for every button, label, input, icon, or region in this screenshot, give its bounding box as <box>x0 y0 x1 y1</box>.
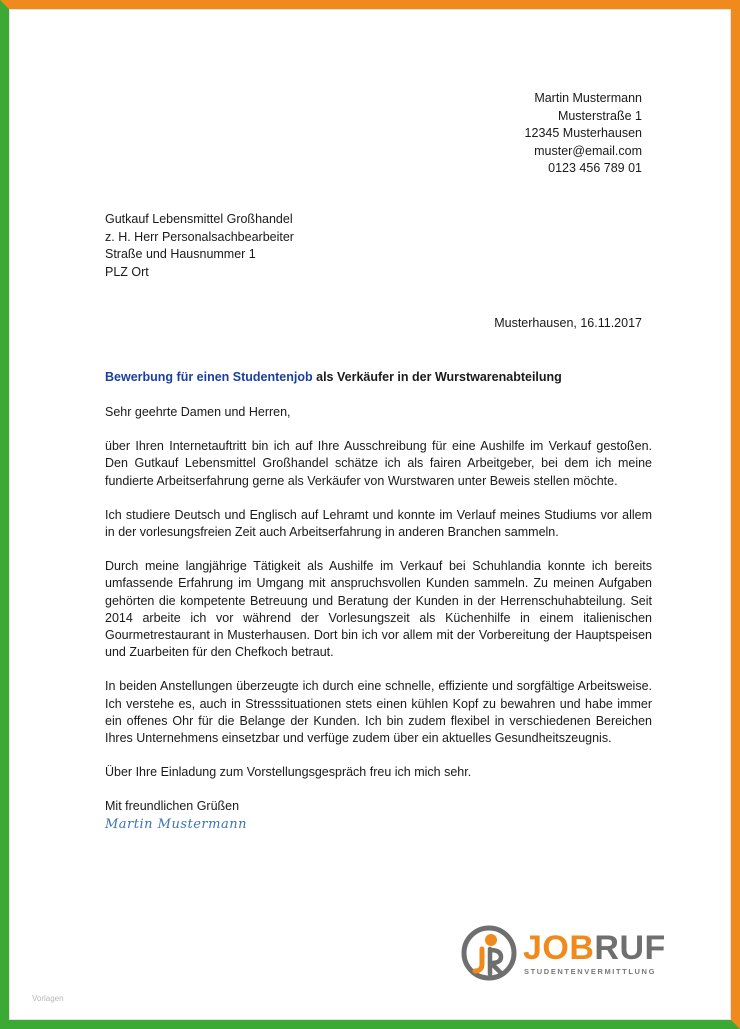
sender-email: muster@email.com <box>534 143 642 158</box>
sender-phone: 0123 456 789 01 <box>548 161 642 175</box>
sender-address <box>525 90 642 178</box>
sender-street: Musterstraße 1 <box>557 108 642 123</box>
logo-wordmark <box>523 928 666 968</box>
paragraph: Ich studiere Deutsch und Englisch auf Lehramt und konnte im Verlauf meines Studiums vor allem in der vorlesungsfreien Zeit auch Arbeitserfahrung in anderen Branchen sammeln. <box>105 507 652 540</box>
letter-page <box>9 9 731 1020</box>
logo-tagline: STUDENTENVERMITTLUNG <box>524 967 656 976</box>
paragraph: über Ihren Internetauftritt bin ich auf Ihre Ausschreibung für eine Aushilfe im Verkauf gestoßen. Den Gutkauf Lebensmittel Großhandel schätze ich als fairen Arbeitgeber, bei dem ich meine fundierte Arbeitserfahrung gerne als Verkäufer von Wurstwaren unter Beweis stellen möchte. <box>105 439 652 488</box>
salutation: Sehr geehrte Damen und Herren, <box>105 405 291 419</box>
recipient-city: PLZ Ort <box>105 264 149 279</box>
subject-rest: als Verkäufer in der Wurstwarenabteilung <box>312 370 562 384</box>
letter-body <box>105 404 652 833</box>
paragraph: Durch meine langjährige Tätigkeit als Aushilfe im Verkauf bei Schuhlandia konnte ich bereits umfassende Erfahrung im Umgang mit anspruchsvollen Kunden sammeln. Zu meinen Aufgaben gehörten die kompetente Betreuung und Beratung der Kunden in der Herrenschuhabteilung. Seit 2014 arbeite ich vor während der Vorlesungszeit als Küchenhilfe in einem italienischen Gourmetrestaurant in Musterhausen. Dort bin ich vor allem mit der Vorbereitung der Hauptspeisen und Zuarbeiten für den Chefkoch betraut. <box>105 559 652 660</box>
recipient-street: Straße und Hausnummer 1 <box>105 247 256 261</box>
subject-highlight: Bewerbung für einen Studentenjob <box>105 370 313 384</box>
watermark: Vorlagen <box>32 994 64 1003</box>
paragraph: Über Ihre Einladung zum Vorstellungsgespräch freu ich mich sehr. <box>105 765 472 780</box>
recipient-company: Gutkauf Lebensmittel Großhandel <box>105 212 293 226</box>
sender-name: Martin Mustermann <box>534 91 642 105</box>
jobruf-logo-icon <box>460 924 518 982</box>
recipient-attention: z. H. Herr Personalsachbearbeiter <box>105 229 294 244</box>
sender-city: 12345 Musterhausen <box>524 126 642 140</box>
signature: Martin Mustermann <box>105 816 247 832</box>
recipient-address <box>105 211 294 281</box>
letter-date: Musterhausen, 16.11.2017 <box>494 316 642 330</box>
paragraph: In beiden Anstellungen überzeugte ich durch eine schnelle, effiziente und sorgfältige Arbeitsweise. Ich verstehe es, auch in Stresssituationen stets einen kühlen Kopf zu bewahren und habe immer ein offenes Ohr für die Belange der Kunden. Ich bin zudem flexibel in verschiedenen Bereichen Ihres Unternehmens einsetzbar und verfüge zudem über ein aktuelles Gesundheitszeugnis. <box>105 679 652 746</box>
closing: Mit freundlichen Grüßen <box>105 799 240 814</box>
logo-job: JOB <box>523 929 595 967</box>
logo-ruf: RUF <box>594 929 666 967</box>
subject-line <box>105 370 562 384</box>
jobruf-logo <box>460 920 670 990</box>
